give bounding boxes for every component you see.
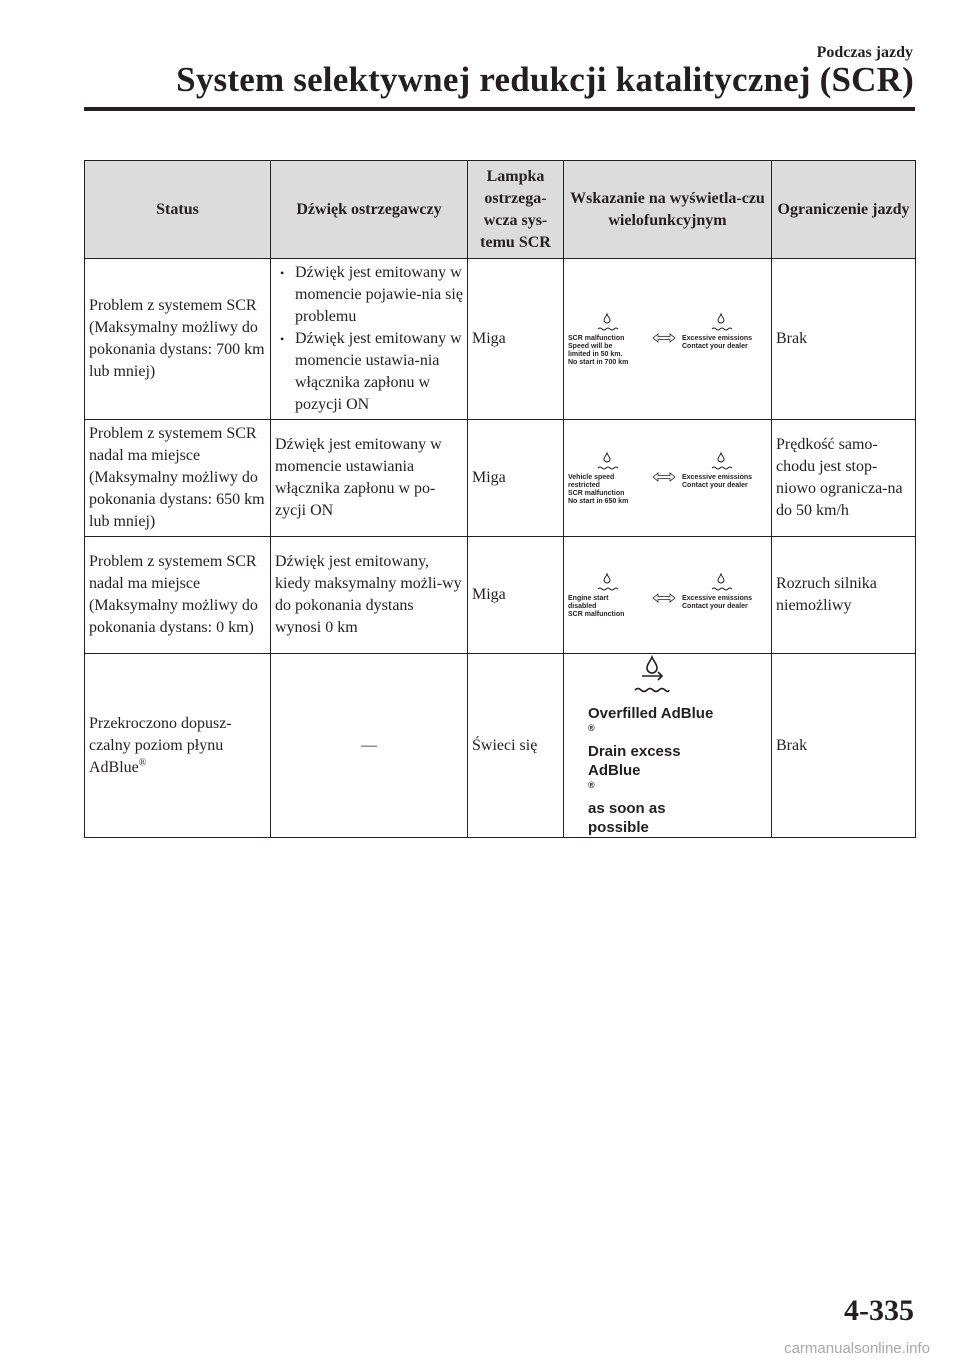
display-text-line: possible	[588, 819, 649, 836]
list-item: • Dźwięk jest emitowany w momencie ustawia-nia włącznika zapłonu w pozycji ON	[275, 328, 463, 416]
cell-sound: —	[271, 654, 468, 838]
alternate-arrow-icon	[652, 332, 676, 344]
display-text-line: Excessive emissions	[682, 334, 753, 342]
display-text-line: Drain excess	[588, 743, 681, 760]
display-text-line: Vehicle speed	[568, 473, 615, 481]
watermark: carmanualsonline.info	[784, 1340, 930, 1357]
display-illustration	[568, 654, 767, 837]
display-illustration	[568, 572, 767, 619]
display-panel-right	[682, 312, 760, 351]
cell-status	[85, 654, 271, 838]
table-row	[85, 420, 916, 537]
cell-lamp: Miga	[468, 259, 564, 420]
display-text-line: Excessive emissions	[682, 594, 753, 602]
display-text-line: Excessive emissions	[682, 473, 753, 481]
cell-status: Problem z systemem SCR nadal ma miejsce (Maksymalny możliwy do pokonania dystans: 0 km)	[85, 537, 271, 654]
cell-lamp: Świeci się	[468, 654, 564, 838]
adblue-warning-icon	[596, 312, 618, 332]
display-text-line: disabled	[568, 602, 597, 610]
alternate-arrow-icon	[652, 471, 676, 483]
display-text-line: Overfilled AdBlue ®	[588, 705, 714, 733]
adblue-warning-icon	[710, 572, 732, 592]
cell-lamp: Miga	[468, 537, 564, 654]
display-text-line: SCR malfunction	[568, 610, 625, 618]
display-panel-right	[682, 572, 760, 611]
display-text-line: Speed will be	[568, 342, 613, 350]
alternate-arrow-icon	[652, 592, 676, 604]
display-text-line: Contact your dealer	[682, 602, 748, 610]
display-panel-left	[568, 312, 646, 367]
header-display: Wskazanie na wyświetla-czu wielofunkcyjnym	[564, 161, 772, 259]
display-panel-left	[568, 572, 646, 619]
cell-display	[564, 259, 772, 420]
header-status: Status	[85, 161, 271, 259]
title-rule	[84, 107, 915, 111]
header-limit: Ograniczenie jazdy	[772, 161, 916, 259]
cell-sound: Dźwięk jest emitowany w momencie ustawiania włącznika zapłonu w po-zycji ON	[271, 420, 468, 537]
display-illustration	[568, 451, 767, 506]
scr-status-table	[84, 160, 916, 838]
adblue-warning-icon	[596, 572, 618, 592]
cell-status: Problem z systemem SCR nadal ma miejsce (Maksymalny możliwy do pokonania dystans: 650 km lub mniej)	[85, 420, 271, 537]
display-text-line: restricted	[568, 481, 600, 489]
cell-lamp: Miga	[468, 420, 564, 537]
adblue-warning-icon	[710, 312, 732, 332]
table-row	[85, 537, 916, 654]
status-text: Przekroczono dopusz-czalny poziom płynu AdBlue	[89, 714, 232, 776]
cell-display	[564, 654, 772, 838]
display-text-line: No start in 650 km	[568, 497, 629, 505]
adblue-warning-icon	[596, 451, 618, 471]
display-text-line: Engine start	[568, 594, 609, 602]
display-text-line: No start in 700 km	[568, 358, 629, 366]
page-number: 4-335	[844, 1294, 914, 1327]
header-sound: Dźwięk ostrzegawczy	[271, 161, 468, 259]
cell-limit: Prędkość samo-chodu jest stop-niowo ogranicza-na do 50 km/h	[772, 420, 916, 537]
sound-list	[275, 262, 463, 416]
table-row	[85, 259, 916, 420]
cell-status: Problem z systemem SCR (Maksymalny możliwy do pokonania dystans: 700 km lub mniej)	[85, 259, 271, 420]
display-text-line: AdBlue ® as soon as	[588, 762, 666, 817]
display-text-line: SCR malfunction	[568, 489, 625, 497]
cell-sound: Dźwięk jest emitowany, kiedy maksymalny możli-wy do pokonania dystans wynosi 0 km	[271, 537, 468, 654]
cell-limit: Brak	[772, 654, 916, 838]
table-row	[85, 654, 916, 838]
table-header-row	[85, 161, 916, 259]
display-text-line: Contact your dealer	[682, 342, 748, 350]
display-panel-right	[682, 451, 760, 490]
display-panel-left	[568, 451, 646, 506]
display-text-line: SCR malfunction	[568, 334, 625, 342]
header-lamp: Lampka ostrzega-wcza sys-temu SCR	[468, 161, 564, 259]
display-text-line: limited in 50 km.	[568, 350, 623, 358]
cell-display	[564, 420, 772, 537]
adblue-overfill-icon	[632, 654, 672, 696]
cell-display	[564, 537, 772, 654]
adblue-warning-icon	[710, 451, 732, 471]
cell-limit: Brak	[772, 259, 916, 420]
section-label: Podczas jazdy	[816, 44, 913, 61]
list-item: • Dźwięk jest emitowany w momencie pojawie-nia się problemu	[275, 262, 463, 328]
display-illustration	[568, 312, 767, 367]
cell-sound	[271, 259, 468, 420]
cell-limit: Rozruch silnika niemożliwy	[772, 537, 916, 654]
page-title: System selektywnej redukcji katalitycznej (SCR)	[176, 60, 914, 99]
display-text-line: Contact your dealer	[682, 481, 748, 489]
registered-mark: ®	[138, 757, 147, 769]
